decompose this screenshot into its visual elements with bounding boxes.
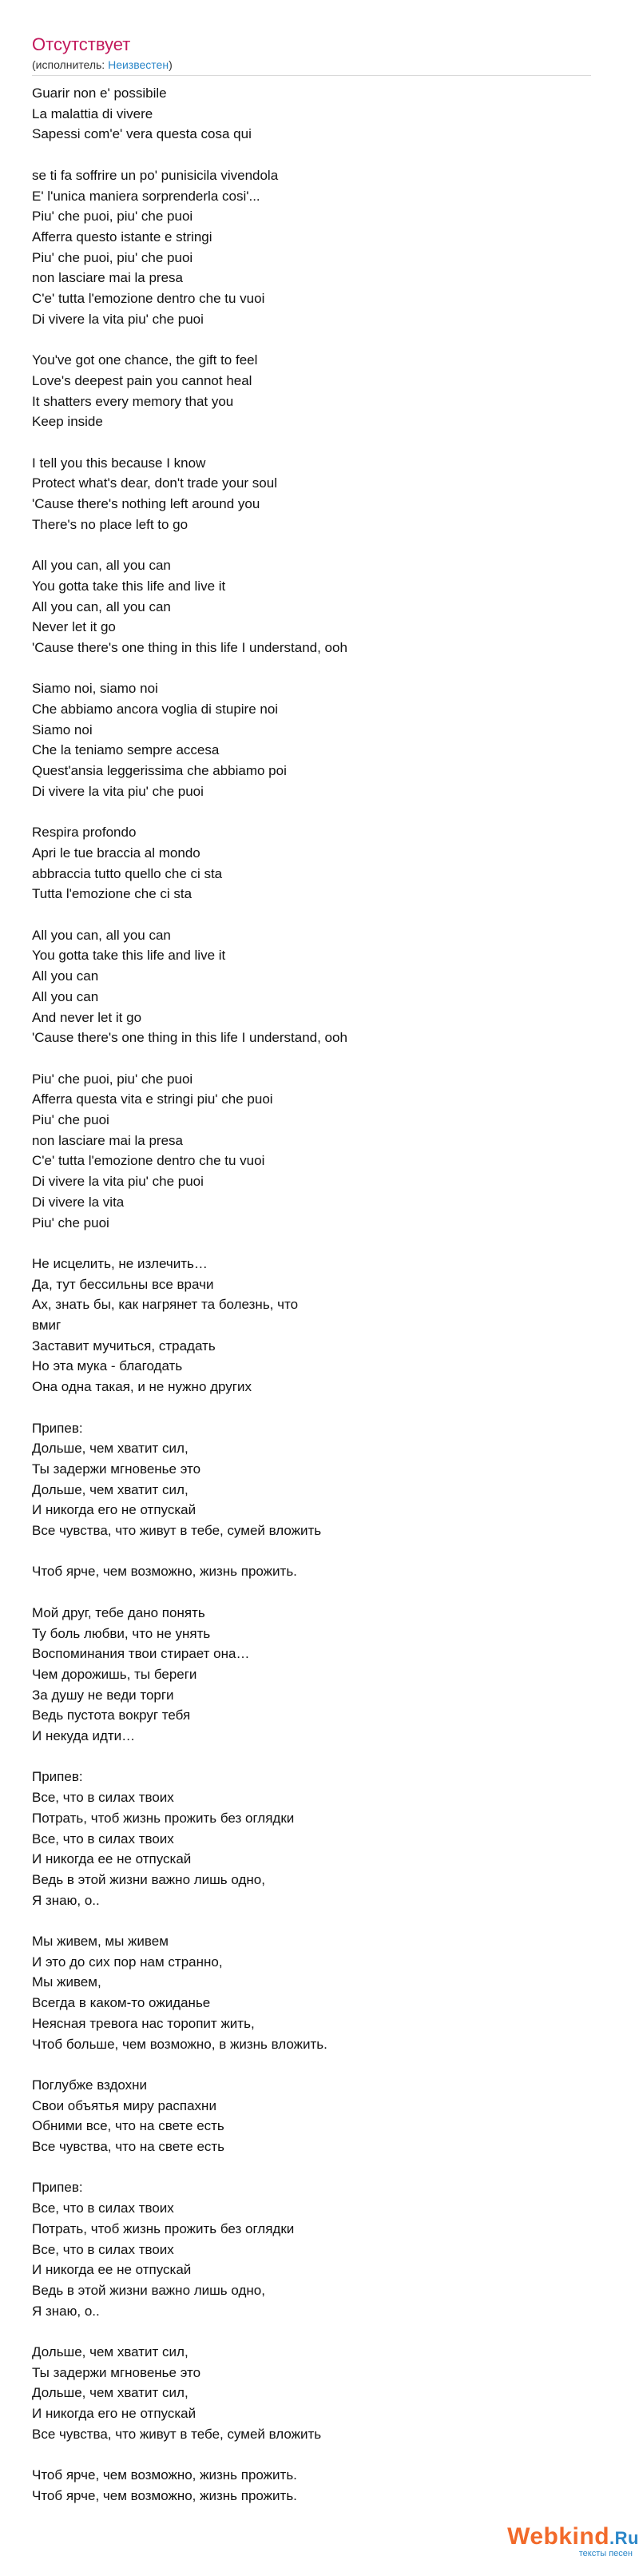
lyric-line: Да, тут бессильны все врачи [32,1276,214,1292]
lyric-line: Piu' che puoi [32,1214,109,1230]
lyrics-stanza [32,678,607,801]
lyric-line: Apri le tue braccia al mondo [32,845,200,861]
lyric-line: Но эта мука - благодать [32,1358,183,1374]
lyric-line: Обними все, что на свете есть [32,2118,224,2134]
lyric-line: All you can, all you can [32,558,171,574]
lyric-line: Дольше, чем хватит сил, [32,2344,189,2360]
lyrics-stanza [32,1767,607,1910]
lyrics-stanza [32,2177,607,2321]
lyric-line: It shatters every memory that you [32,393,234,409]
lyric-line: Воспоминания твои стирает она… [32,1646,250,1662]
lyric-line: Чтоб больше, чем возможно, в жизнь вложить. [32,2036,327,2052]
lyric-line: Свои объятья миру распахни [32,2097,216,2113]
lyric-line: All you can, all you can [32,598,171,614]
lyric-line: Мы живем, [32,1974,101,1990]
lyric-line: Она одна такая, и не нужно других [32,1379,252,1395]
lyric-line: non lasciare mai la presa [32,1132,183,1148]
lyric-line: Tutta l'emozione che ci sta [32,886,192,902]
lyric-line: И никогда его не отпускай [32,2406,196,2422]
lyric-line: Che la teniamo sempre accesa [32,742,220,758]
lyric-line: Afferra questa vita e stringi piu' che puoi [32,1091,273,1107]
lyric-line: Di vivere la vita piu' che puoi [32,1174,204,1190]
lyrics-stanza [32,925,607,1048]
lyric-line: Все, что в силах твоих [32,2200,174,2216]
lyric-line: se ti fa soffrire un po' punisicila vivendola [32,167,279,183]
lyric-line: Дольше, чем хватит сил, [32,1441,189,1457]
lyrics-stanza [32,1931,607,2054]
lyric-line: Не исцелить, не излечить… [32,1255,208,1271]
lyric-line: Piu' che puoi, piu' che puoi [32,249,193,265]
lyric-line: Siamo noi [32,722,93,737]
lyrics-stanza [32,1603,607,1747]
lyric-line: Siamo noi, siamo noi [32,681,158,697]
lyrics-stanza [32,165,607,330]
lyrics-stanza [32,1254,607,1397]
lyric-line: La malattia di vivere [32,105,153,121]
lyric-line: Di vivere la vita piu' che puoi [32,311,204,327]
lyric-line: You gotta take this life and live it [32,948,226,964]
brand-logo-tld: .Ru [609,2528,639,2548]
lyric-line: Piu' che puoi, piu' che puoi [32,1071,193,1087]
lyric-line: I tell you this because I know [32,455,206,471]
lyric-line: C'e' tutta l'emozione dentro che tu vuoi [32,291,265,307]
brand-tagline: тексты песен [578,2549,633,2558]
lyric-line: You gotta take this life and live it [32,578,226,594]
lyric-line: И никогда ее не отпускай [32,2262,192,2278]
lyric-line: C'e' tutta l'emozione dentro che tu vuoi [32,1153,265,1169]
lyrics-body [32,83,607,2526]
lyric-line: Respira profondo [32,825,137,841]
lyrics-stanza [32,2465,607,2506]
lyric-line: Afferra questo istante e stringi [32,229,212,244]
lyric-line: Protect what's dear, don't trade your soul [32,475,277,491]
lyric-line: Ведь в этой жизни важно лишь одно, [32,1871,265,1887]
lyric-line: Припев: [32,2180,83,2196]
lyric-line: And never let it go [32,1009,142,1025]
song-header [32,34,607,72]
lyric-line: Все, что в силах твоих [32,1790,174,1806]
lyric-line: There's no place left to go [32,516,189,532]
lyric-line: И некуда идти… [32,1728,136,1744]
lyric-line: 'Cause there's one thing in this life I understand, ooh [32,639,347,655]
lyric-line: Never let it go [32,619,116,635]
lyrics-stanza [32,83,607,145]
lyric-line: Все чувства, что живут в тебе, сумей вложить [32,1523,322,1539]
site-brand[interactable] [463,2523,639,2558]
header-divider [32,75,591,76]
lyric-line: Ты задержи мгновенье это [32,1461,201,1477]
lyric-line: Keep inside [32,414,103,430]
lyric-line: Я знаю, о.. [32,2303,100,2319]
lyric-line: Guarir non e' possibile [32,85,167,101]
lyrics-stanza [32,555,607,658]
lyric-line: Все, что в силах твоих [32,1831,174,1847]
lyric-line: Чтоб ярче, чем возможно, жизнь прожить. [32,2467,297,2483]
lyric-line: И это до сих пор нам странно, [32,1954,223,1970]
lyric-line: All you can [32,968,99,984]
lyrics-stanza [32,1418,607,1541]
lyric-line: Di vivere la vita [32,1194,125,1210]
lyric-line: All you can, all you can [32,927,171,943]
lyric-line: Дольше, чем хватит сил, [32,1481,189,1497]
lyric-line: За душу не веди торги [32,1687,174,1703]
lyric-line: Piu' che puoi, piu' che puoi [32,209,193,225]
lyric-line: Sapessi com'e' vera questa cosa qui [32,126,252,142]
byline-suffix: ) [169,58,173,71]
lyric-line: abbraccia tutto quello che ci sta [32,865,223,881]
brand-logo-main: Webkind [507,2523,610,2550]
lyric-line: Все, что в силах твоих [32,2241,174,2257]
lyric-line: Чтоб ярче, чем возможно, жизнь прожить. [32,1564,297,1580]
lyric-line: Che abbiamo ancora voglia di stupire noi [32,702,279,718]
lyric-line: Все чувства, что живут в тебе, сумей вложить [32,2426,322,2442]
lyric-line: Все чувства, что на свете есть [32,2139,225,2155]
brand-logo[interactable] [463,2523,639,2550]
lyric-line: Love's deepest pain you cannot heal [32,372,252,388]
lyric-line: Я знаю, о.. [32,1892,100,1908]
byline-prefix: (исполнитель: [32,58,109,71]
lyrics-stanza [32,2075,607,2157]
artist-link[interactable]: Неизвестен [108,58,169,71]
lyric-line: Чтоб ярче, чем возможно, жизнь прожить. [32,2487,297,2503]
artist-byline [32,58,607,72]
lyric-line: Мы живем, мы живем [32,1934,169,1950]
lyric-line: Мой друг, тебе дано понять [32,1604,205,1620]
lyric-line: Piu' che puoi [32,1112,109,1128]
lyric-line: Заставит мучиться, страдать [32,1338,216,1354]
lyric-line: Чем дорожишь, ты береги [32,1666,197,1682]
lyric-line: Припев: [32,1769,83,1785]
lyric-line: Припев: [32,1420,83,1436]
lyric-line: Дольше, чем хватит сил, [32,2385,189,2401]
lyric-line: Quest'ansia leggerissima che abbiamo poi [32,763,287,779]
lyric-line: Di vivere la vita piu' che puoi [32,783,204,799]
lyric-line: И никогда его не отпускай [32,1502,196,1518]
lyric-line: Ты задержи мгновенье это [32,2364,201,2380]
lyric-line: non lasciare mai la presa [32,270,183,286]
lyric-line: Поглубже вздохни [32,2077,148,2093]
lyrics-stanza [32,1561,607,1582]
lyric-line: Ту боль любви, что не унять [32,1625,211,1641]
lyric-line: E' l'unica maniera sorprenderla cosi'... [32,188,260,204]
lyrics-stanza [32,453,607,535]
lyric-line: Потрать, чтоб жизнь прожить без оглядки [32,2220,295,2236]
page-title: Отсутствует [32,34,131,54]
lyrics-stanza [32,1069,607,1234]
lyric-line: Ведь в этой жизни важно лишь одно, [32,2282,265,2298]
lyric-line: И никогда ее не отпускай [32,1851,192,1867]
lyric-line: Неясная тревога нас торопит жить, [32,2015,255,2031]
lyric-line: You've got one chance, the gift to feel [32,352,258,368]
lyric-line: Ах, знать бы, как нагрянет та болезнь, что [32,1297,299,1313]
lyric-line: Всегда в каком-то ожиданье [32,1995,211,2011]
lyric-line: All you can [32,988,99,1004]
lyric-line: 'Cause there's nothing left around you [32,496,260,512]
lyrics-stanza [32,350,607,432]
lyrics-stanza [32,822,607,904]
lyric-line: 'Cause there's one thing in this life I understand, ooh [32,1030,347,1046]
lyric-line: Ведь пустота вокруг тебя [32,1707,191,1723]
lyric-line: вмиг [32,1318,62,1334]
lyrics-stanza [32,2342,607,2445]
lyric-line: Потрать, чтоб жизнь прожить без оглядки [32,1810,295,1826]
